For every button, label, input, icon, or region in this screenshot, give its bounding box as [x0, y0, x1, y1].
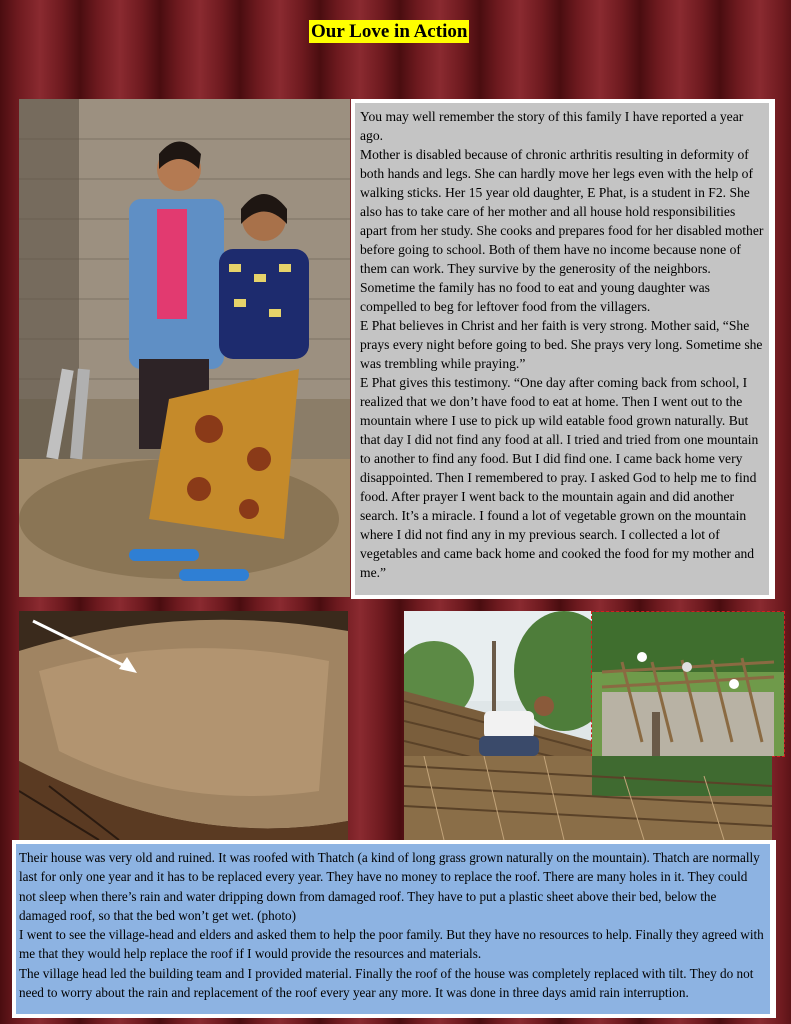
family-photo: [19, 99, 350, 597]
roof-story-paragraph: I went to see the village-head and elders and asked them to help the poor family. But they have no resources to help. Finally they agreed with me that they would help replace the roof if I would provide the resources and materials.: [19, 927, 764, 962]
story-paragraph: E Phat believes in Christ and her faith is very strong. Mother said, “She prays every night before going to bed. She prays very long. Sometime she was trembling while praying.”: [360, 318, 763, 371]
roof-story-paragraph: Their house was very old and ruined. It was roofed with Thatch (a kind of long grass grown naturally on the mountain). Thatch are normally last for only one year and it has to be replaced every year. They have no money to replace the roof. There are many holes in it. They could not sleep when there’s rain and water dripping down from damaged roof. They have to put a plastic sheet above their bed, below the damaged roof, so that the bed won’t get wet. (photo): [19, 850, 760, 923]
family-story-panel: [351, 99, 775, 599]
family-story-text: [355, 103, 769, 595]
roof-story-text: [16, 844, 770, 1014]
thatch-roof-photo: [404, 756, 772, 840]
plastic-sheet-photo: [19, 611, 348, 840]
page-title: Our Love in Action: [311, 21, 468, 42]
roof-story-panel: [12, 840, 776, 1018]
story-paragraph: E Phat gives this testimony. “One day after coming back from school, I realized that we don’t have food to eat at home. Then I went out to the mountain where I use to pick up wild eatable food grown naturally. But that day I did not find any food at all. I tried and tried from one mountain to another to find any food. But I did find one. I came back home very disappointed. Then I remembered to pray. I asked God to help me to find food. After prayer I went back to the mountain again and did another search. It’s a miracle. I found a lot of vegetable grown on the mountain where I did not find any in my previous search. I collected a lot of vegetables and came back home and cooked the food for my mother and me.”: [360, 375, 759, 580]
story-paragraph: Mother is disabled because of chronic arthritis resulting in deformity of both hands and legs. She can hardly move her legs even with the help of walking sticks. Her 15 year old daughter, E Phat, is a student in F2. She also has to take care of her mother and all house hold responsibilities apart from her study. She cooks and prepares food for her disabled mother before going to school. Both of them have no income because none of them can work. They survive by the generosity of the neighbors. Sometime the family has no food to eat and young daughter was compelled to beg for leftover food from the villagers.: [360, 147, 764, 314]
story-paragraph: You may well remember the story of this family I have reported a year ago.: [360, 109, 744, 143]
roof-frame-photo: [591, 611, 785, 757]
roof-story-paragraph: The village head led the building team and I provided material. Finally the roof of the house was completely replaced with tilt. They do not need to worry about the rain and replacement of the roof every year any more. It was done in three days amid rain interruption.: [19, 965, 754, 1001]
